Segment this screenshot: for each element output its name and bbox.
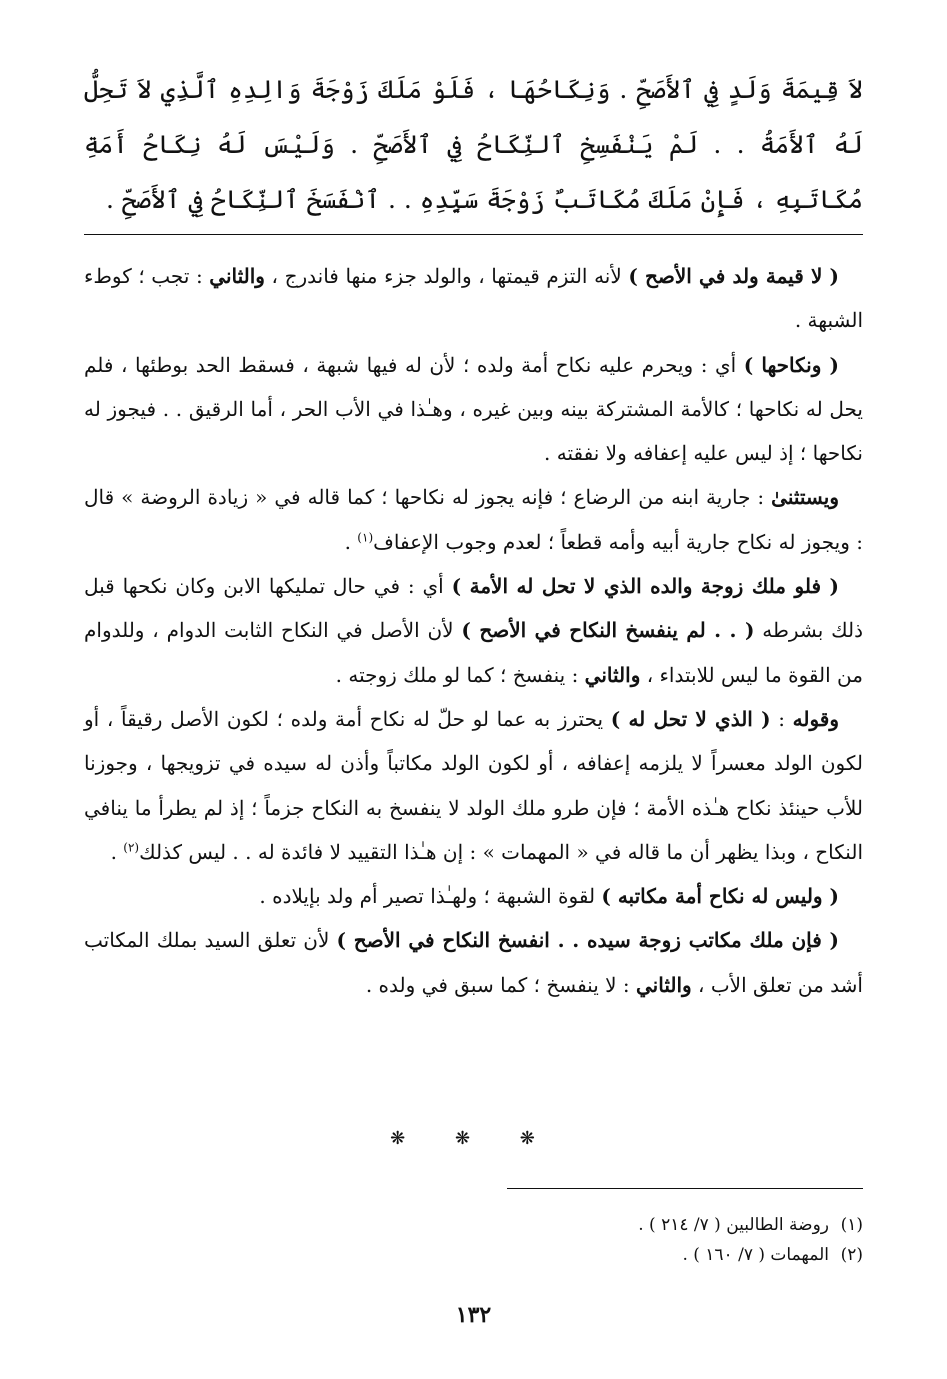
- commentary-paragraph-5: [84, 697, 863, 874]
- quoted-phrase: ( فلو ملك زوجة والده الذي لا تحل له الأمة ): [451, 574, 839, 599]
- commentary-text: لأن تعلق السيد بملك المكاتب أشد من تعلق الأب ،: [84, 928, 863, 997]
- commentary-paragraph-7: [84, 918, 863, 1007]
- commentary-text: : تجب ؛ كوطء الشبهة .: [84, 264, 863, 333]
- footnotes: [84, 1210, 863, 1270]
- footnote-divider: [507, 1188, 863, 1189]
- commentary-text: لأن الأصل في النكاح الثابت الدوام ، وللدوام من القوة ما ليس للابتداء ،: [84, 618, 863, 687]
- commentary-block: [84, 254, 863, 1007]
- quoted-phrase: ( . . لم ينفسخ النكاح في الأصح ): [461, 618, 755, 643]
- section-separator-stars: ❋ ❋ ❋: [390, 1128, 557, 1149]
- quoted-phrase: ( الذي لا تحل له ): [610, 706, 771, 731]
- bold-term: والثاني: [584, 662, 641, 687]
- commentary-text: يحترز به عما لو حلّ له نكاح أمة ولده ؛ لكون الأصل رقيقاً ، أو لكون الولد معسراً لا يلزمه إعفافه ، أو لكون الولد مكاتباً وأذن له سيده في تزويجها ، وجوزنا للأب حينئذ نكاح هـٰذه الأمة ؛ فإن طرو ملك الولد لا ينفسخ به النكاح جزماً ؛ إذ لم يطرأ ما ينافي النكاح ، وبذا يظهر أن ما قاله في « المهمات » : إن هـٰذا التقييد لا فائدة له . . ليس كذلك: [84, 706, 863, 864]
- commentary-paragraph-4: [84, 564, 863, 697]
- commentary-paragraph-3: [84, 475, 863, 564]
- bold-term: والثاني: [636, 972, 692, 997]
- footnote-number: (٢): [840, 1245, 863, 1265]
- commentary-text: : جارية ابنه من الرضاع ؛ فإنه يجوز له نكاحها ؛ كما قاله في « زيادة الروضة » قال : ويجوز له نكاح جارية أبيه وأمه قطعاً ؛ لعدم وجوب الإعفاف: [84, 485, 863, 554]
- commentary-text: :: [770, 706, 793, 731]
- commentary-text: أي : في حال تمليكها الابن وكان نكحها قبل ذلك بشرطه: [84, 574, 864, 643]
- bold-term: والثاني: [209, 264, 265, 288]
- quoted-phrase: ( ونكاحها ): [743, 352, 840, 377]
- main-text: لاَ قِيمَةَ وَلَدٍ فِي ٱلأَصَحِّ . وَنِكَاحُهَا ، فَلَوْ مَلَكَ زَوْجَةَ وَالِدِهِ ٱلَّذِي لاَ تَحِلُّ لَهُ ٱلأَمَةُ . . لَمْ يَنْفَسِخِ ٱلنِّكَاحُ فِي ٱلأَصَحِّ . وَلَيْسَ لَهُ نِكَاحُ أَمَةِ مُكَاتَبِهِ ، فَإِنْ مَلَكَ مُكَاتَبٌ زَوْجَةَ سَيِّدِهِ . . ٱنْفَسَخَ ٱلنِّكَاحُ فِي ٱلأَصَحِّ .: [84, 75, 863, 214]
- page-number: ١٣٢: [455, 1302, 492, 1328]
- footnote-reference-2[interactable]: (٢): [123, 840, 140, 855]
- quoted-phrase: ( وليس له نكاح أمة مكاتبه ): [601, 884, 839, 909]
- quoted-phrase: ( لا قيمة ولد في الأصح ): [628, 264, 839, 288]
- commentary-text: أي : ويحرم عليه نكاح أمة ولده ؛ لأن له فيها شبهة ، فسقط الحد بوطئها ، فلم يحل له نكاحها ؛ كالأمة المشتركة بينه وبين غيره ، وهـٰذا في الأب الحر ، أما الرقيق . . فيجوز له نكاحها ؛ إذ ليس عليه إعفافه ولا نفقته .: [84, 352, 863, 466]
- footnote-1: [84, 1210, 863, 1240]
- footnote-text: روضة الطالبين ( ٧/ ٢١٤ ) .: [638, 1215, 829, 1235]
- commentary-paragraph-1: [84, 254, 863, 343]
- commentary-text: .: [110, 839, 124, 864]
- commentary-text: لقوة الشبهة ؛ ولهـٰذا تصير أم ولد بإيلاده .: [259, 884, 602, 909]
- quoted-phrase: ( فإن ملك مكاتب زوجة سيده . . انفسخ النكاح في الأصح ): [336, 928, 839, 953]
- main-text-divider: [84, 234, 863, 235]
- commentary-paragraph-6: [84, 874, 863, 918]
- main-text-block: [84, 62, 863, 227]
- commentary-paragraph-2: [84, 343, 863, 476]
- bold-term: وقوله: [792, 706, 840, 731]
- footnote-text: المهمات ( ٧/ ١٦٠ ) .: [682, 1245, 829, 1265]
- commentary-text: : لا ينفسخ ؛ كما سبق في ولده .: [365, 972, 636, 997]
- footnote-2: [84, 1240, 863, 1270]
- bold-term: ويستثنىٰ: [771, 485, 839, 510]
- commentary-text: لأنه التزم قيمتها ، والولد جزء منها فاندرج ،: [264, 264, 629, 288]
- footnote-number: (١): [840, 1215, 863, 1235]
- commentary-text: .: [344, 529, 358, 554]
- footnote-reference-1[interactable]: (١): [357, 530, 374, 545]
- commentary-text: : ينفسخ ؛ كما لو ملك زوجته .: [335, 662, 585, 687]
